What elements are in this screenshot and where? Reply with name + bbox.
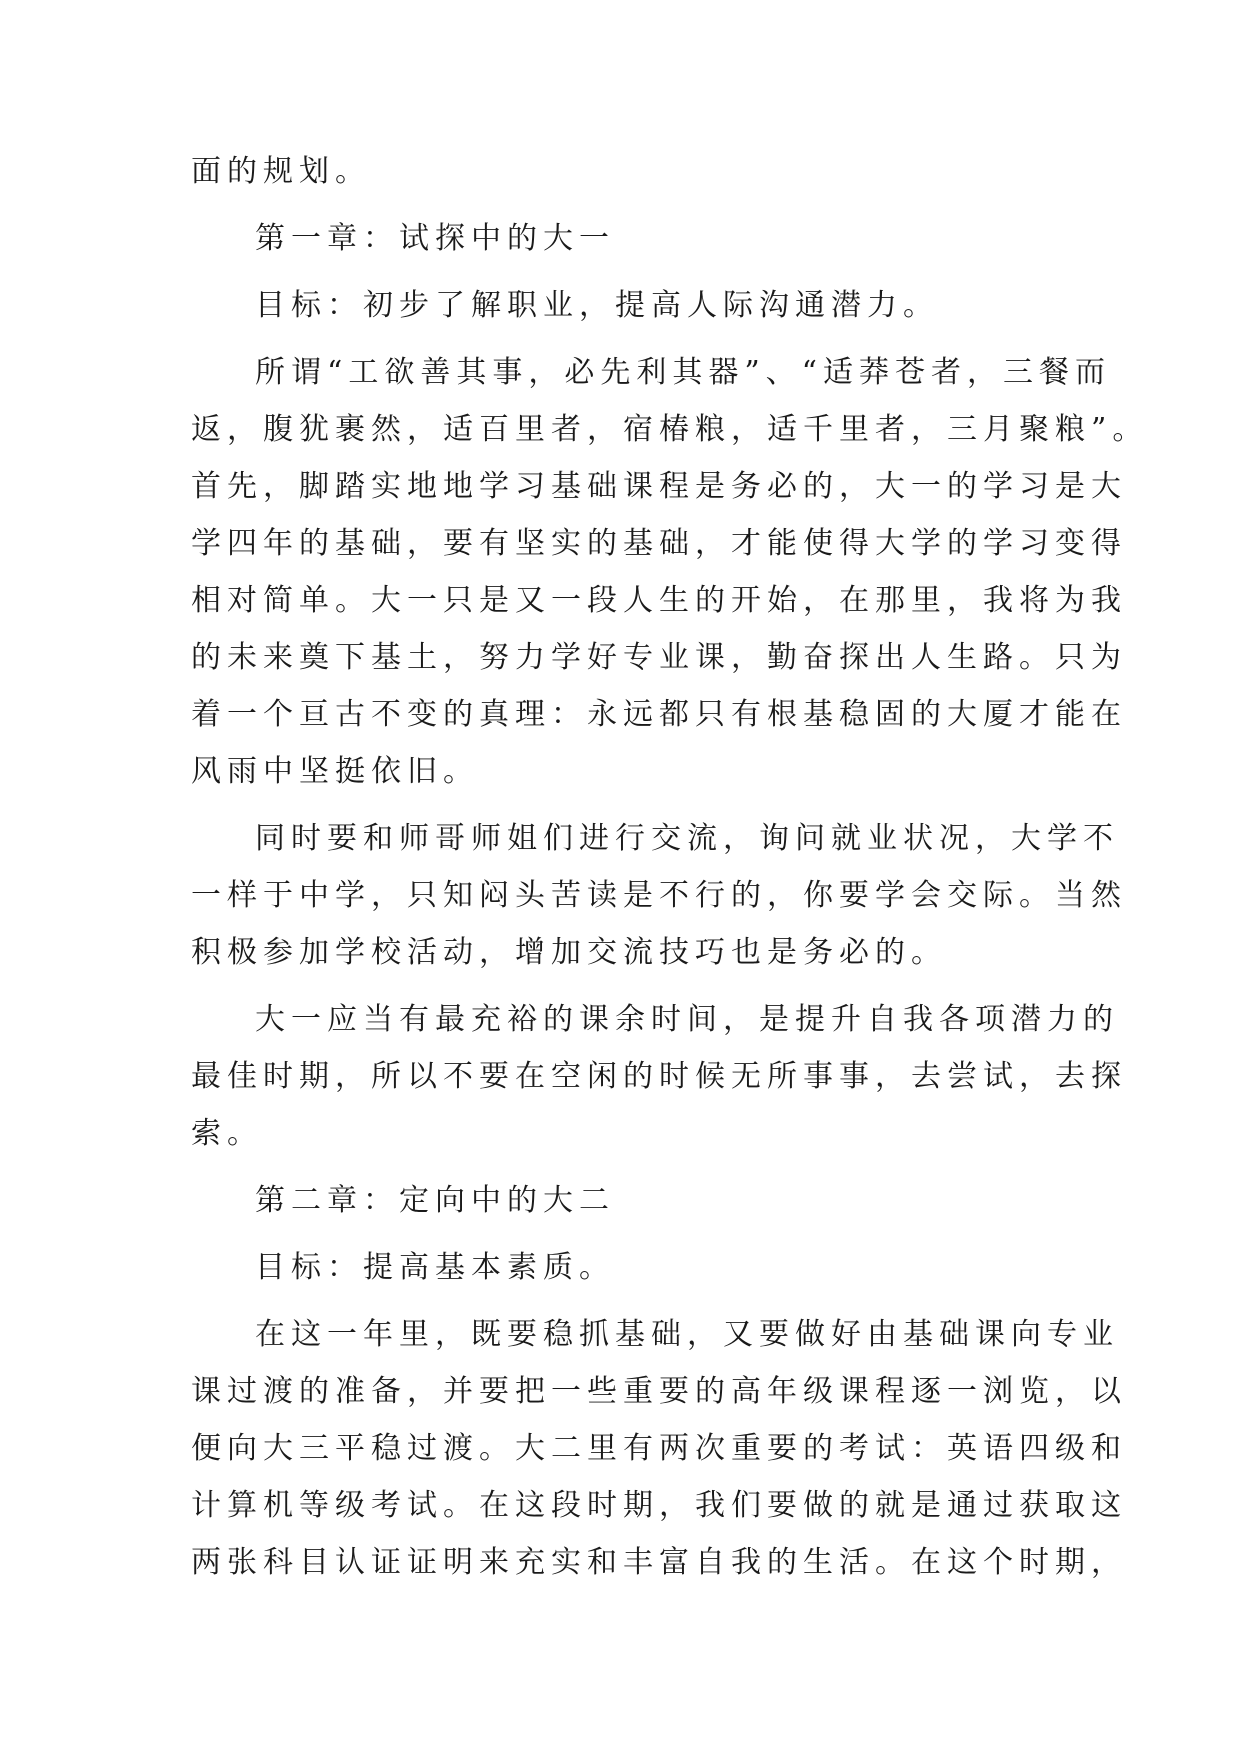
paragraph-communication	[191, 810, 1127, 981]
text-line: 所谓“工欲善其事，必先利其器”、“适莽苍者，三餐而	[255, 355, 1112, 390]
text-line: 第一章：试探中的大一	[255, 221, 615, 256]
text-line: 课过渡的准备，并要把一些重要的高年级课程逐一浏览，以	[191, 1374, 1127, 1409]
text-line: 学四年的基础，要有坚实的基础，才能使得大学的学习变得	[191, 526, 1127, 561]
text-line: 着一个亘古不变的真理：永远都只有根基稳固的大厦才能在	[191, 697, 1127, 732]
text-line: 一样于中学，只知闷头苦读是不行的，你要学会交际。当然	[191, 878, 1127, 913]
text-line: 便向大三平稳过渡。大二里有两次重要的考试：英语四级和	[191, 1431, 1127, 1466]
text-line: 首先，脚踏实地地学习基础课程是务必的，大一的学习是大	[191, 469, 1127, 504]
paragraph-foundation	[191, 344, 1149, 800]
chapter-one-goal	[191, 277, 1061, 334]
chapter-one-heading	[191, 210, 1061, 267]
text-line: 计算机等级考试。在这段时期，我们要做的就是通过获取这	[191, 1488, 1127, 1523]
text-line: 积极参加学校活动，增加交流技巧也是务必的。	[191, 935, 947, 970]
text-line: 最佳时期，所以不要在空闲的时候无所事事，去尝试，去探	[191, 1059, 1127, 1094]
chapter-two-heading	[191, 1172, 1061, 1229]
paragraph-continuation	[191, 143, 1061, 200]
text-line: 第二章：定向中的大二	[255, 1183, 615, 1218]
text-line: 同时要和师哥师姐们进行交流，询问就业状况，大学不	[255, 821, 1119, 856]
paragraph-free-time	[191, 991, 1127, 1162]
document-body	[191, 143, 1149, 1601]
text-line: 在这一年里，既要稳抓基础，又要做好由基础课向专业	[255, 1317, 1119, 1352]
text-line: 的未来奠下基土，努力学好专业课，勤奋探出人生路。只为	[191, 640, 1127, 675]
text-line: 大一应当有最充裕的课余时间，是提升自我各项潜力的	[255, 1002, 1119, 1037]
text-line: 两张科目认证证明来充实和丰富自我的生活。在这个时期，	[191, 1545, 1127, 1580]
text-line: 相对简单。大一只是又一段人生的开始，在那里，我将为我	[191, 583, 1127, 618]
text-line: 目标：提高基本素质。	[255, 1250, 615, 1285]
text-line: 目标：初步了解职业，提高人际沟通潜力。	[255, 288, 939, 323]
text-line: 索。	[191, 1116, 263, 1151]
chapter-two-goal	[191, 1239, 1061, 1296]
text-line: 返，腹犹裹然，适百里者，宿椿粮，适千里者，三月聚粮”。	[191, 412, 1149, 447]
text-line: 风雨中坚挺依旧。	[191, 754, 479, 789]
text-line: 面的规划。	[191, 154, 371, 189]
paragraph-sophomore	[191, 1306, 1127, 1591]
